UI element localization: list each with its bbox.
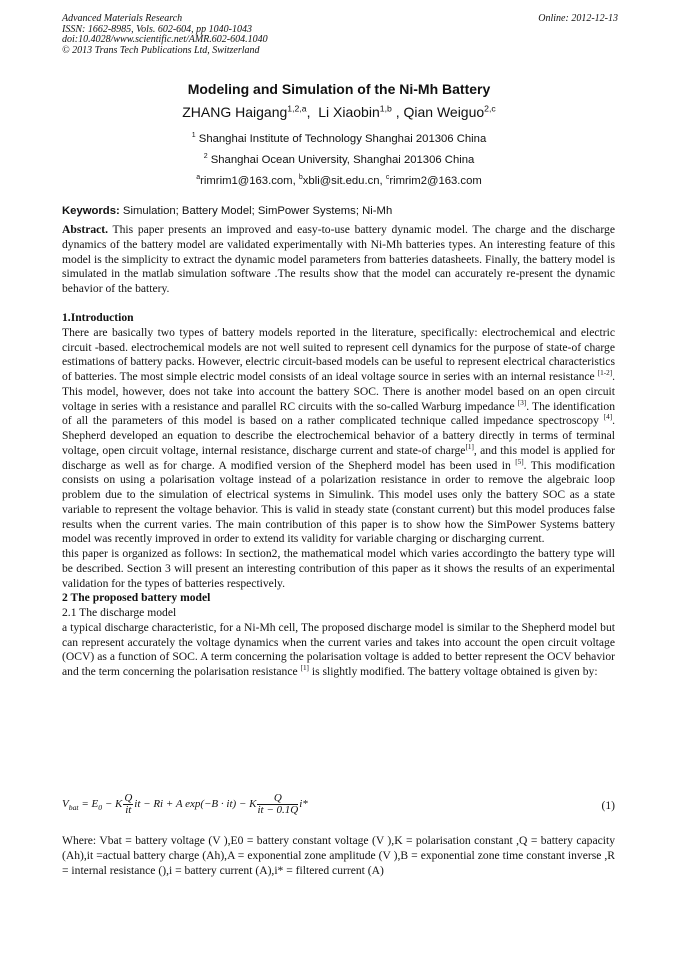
keywords-text: Simulation; Battery Model; SimPower Systems; Ni-Mh — [119, 205, 393, 217]
text-run: . This modification consists on using a polarisation voltage instead of a polarization resistance in order to remove the algebraic loop problem due to the simulation of electrical systems in Simulink. This model uses only the battery SOC as a state variable to represent the voltage behavior. This is valid in steady state (constant current) but this model produces false results when the current varies. The main contribution of this paper is to show how the SimPower Systems battery model was recently improved in order to extend its validity for variable charging or discharging current. — [62, 458, 615, 546]
section-heading-model: 2 The proposed battery model — [62, 591, 211, 605]
subsection-heading: 2.1 The discharge model — [62, 606, 177, 619]
section-heading-intro: 1.Introduction — [62, 311, 134, 324]
author-sup: 1,b — [379, 103, 392, 114]
equation-number: (1) — [601, 799, 615, 812]
journal-doi: doi:10.4028/www.scientific.net/AMR.602-604.1040 — [62, 34, 268, 45]
text-run: . The identification of all the parameters of this model is based on a rather complicated technique called impedance spectroscopy — [62, 399, 615, 428]
email-sup: b — [298, 174, 303, 182]
intro-paragraph-1 — [62, 326, 615, 547]
equation-1 — [62, 793, 615, 821]
eq-fraction — [123, 793, 133, 816]
where-paragraph: Where: Vbat = battery voltage (V ),E0 = battery constant voltage (V ),K = polarisation constant ,Q = battery capacity (Ah),it =actual battery charge (Ah),A = exponential zone amplitude (V ),B = exponential zone time constant inverse ,R = internal resistance (),i = battery current (A),i* = filtered current (A) — [62, 834, 615, 877]
author-name: ZHANG Haigang — [182, 104, 288, 120]
affiliation-2 — [0, 154, 678, 166]
eq-term: i* — [299, 798, 308, 811]
email-sup: a — [196, 174, 201, 182]
body-text — [62, 311, 615, 680]
affiliation-sup: 1 — [191, 132, 196, 140]
journal-header — [62, 14, 618, 56]
author-name: Li Xiaobin — [318, 104, 380, 120]
citation[interactable]: [3] — [517, 398, 527, 407]
affiliation-sup: 2 — [203, 153, 208, 161]
paper-title: Modeling and Simulation of the Ni-Mh Battery — [187, 81, 491, 97]
email-link[interactable]: rimrim2@163.com — [389, 175, 482, 187]
text-run: . This model, however, does not take into account the battery SOC. There is another model based on an open circuit voltage in series with a resistance and parallel RC circuits with the so-called Warburg impedance — [62, 370, 615, 413]
journal-name: Advanced Materials Research — [62, 13, 183, 24]
email-sup: c — [385, 174, 390, 182]
author-sup: 2,c — [484, 103, 496, 114]
keywords-label: Keywords: — [62, 205, 120, 217]
journal-issn: ISSN: 1662-8985, Vols. 602-604, pp 1040-1043 — [62, 23, 252, 35]
text-run: . Shepherd developed an equation to describe the electrochemical behavior of a battery directly in terms of terminal voltage, open circuit voltage, internal resistance, discharge current and state-of charge — [62, 414, 615, 457]
author-emails — [0, 175, 678, 187]
eq-sub: bat — [68, 803, 79, 813]
equation-body — [62, 792, 308, 816]
abstract-text: This paper presents an improved and easy-to-use battery dynamic model. The charge and the discharge dynamics of the battery model are validated experimentally with Ni-Mh batteries types. An interesting feature of this model is the simplicity to extract the dynamic model parameters from batteries datasheets. Finally, the battery model is simulated in the matlab simulation software .The results show that the model can accurately re-present the dynamic behavior of the battery. — [62, 223, 615, 295]
author-name: Qian Weiguo — [403, 104, 485, 120]
eq-denominator: it — [125, 804, 132, 816]
author-list: ZHANG Haigang$^{1,2,a}$, Li Xiaobin$^{1,b}$ , Qian Weiguo$^{2,c}$ — [182, 103, 496, 120]
citation[interactable]: [1-2] — [597, 369, 613, 378]
affiliation-text: Shanghai Ocean University, Shanghai 201306 China — [210, 154, 475, 166]
eq-fraction — [257, 793, 298, 816]
email-link[interactable]: xbli@sit.edu.cn, — [302, 175, 386, 187]
affiliation-text: Shanghai Institute of Technology Shanghai 201306 China — [198, 133, 487, 145]
online-date: Online: 2012-12-13 — [538, 13, 618, 24]
eq-sub: 0 — [98, 803, 103, 813]
keywords — [62, 205, 392, 217]
citation[interactable]: [4] — [603, 413, 613, 422]
eq-term: − K — [102, 798, 123, 811]
abstract-label: Abstract. — [62, 223, 109, 236]
eq-numerator: Q — [257, 793, 298, 805]
eq-term: it − Ri + A exp(−B · it) − K — [134, 798, 257, 811]
text-run: is slightly modified. The battery voltage obtained is given by: — [308, 665, 598, 678]
citation[interactable]: [1] — [465, 442, 474, 451]
abstract-paragraph — [62, 223, 615, 297]
eq-numerator: Q — [124, 792, 133, 804]
eq-term: V — [62, 798, 69, 811]
email-link[interactable]: rimrim1@163.com, — [200, 175, 299, 187]
author-sup: 1,2,a — [287, 103, 307, 114]
eq-denominator: it − 0.1Q — [257, 804, 299, 816]
text-run: , and this model is applied for discharge as well as for charge. A modified version of the Shepherd model has been used in — [62, 443, 615, 472]
intro-paragraph-2: this paper is organized as follows: In section2, the mathematical model which varies accordingto the battery type will be described. Section 3 will present an interesting contribution of this paper as it shows the results of an experimental validation for the types of batteries respectively. — [62, 547, 615, 590]
text-run: a typical discharge characteristic, for a Ni-Mh cell, The proposed discharge model is similar to the Shepherd model but can represent accurately the voltage dynamics when the current varies and takes into account the open circuit voltage (OCV) as a function of SOC. A term concerning the polarisation voltage is added to better represent the OCV behavior and the term concerning the polarisation resistance — [62, 620, 615, 678]
eq-term: = E — [78, 798, 99, 811]
citation[interactable]: [5] — [515, 457, 524, 466]
journal-copyright: © 2013 Trans Tech Publications Ltd, Switzerland — [62, 44, 260, 56]
affiliation-1 — [0, 133, 678, 145]
citation[interactable]: [1] — [300, 664, 309, 673]
model-paragraph — [62, 621, 615, 680]
text-run: There are basically two types of battery models reported in the literature, specifically: electrochemical and electric circuit -based. electrochemical models are not well suited to represent cell dynamics for the purpose of state-of charge estimations of battery packs. However, electric circuit-based models can be useful to represent electrical characteristics of batteries. The most simple electric model consists of an ideal voltage source in series with an internal resistance — [62, 325, 615, 383]
